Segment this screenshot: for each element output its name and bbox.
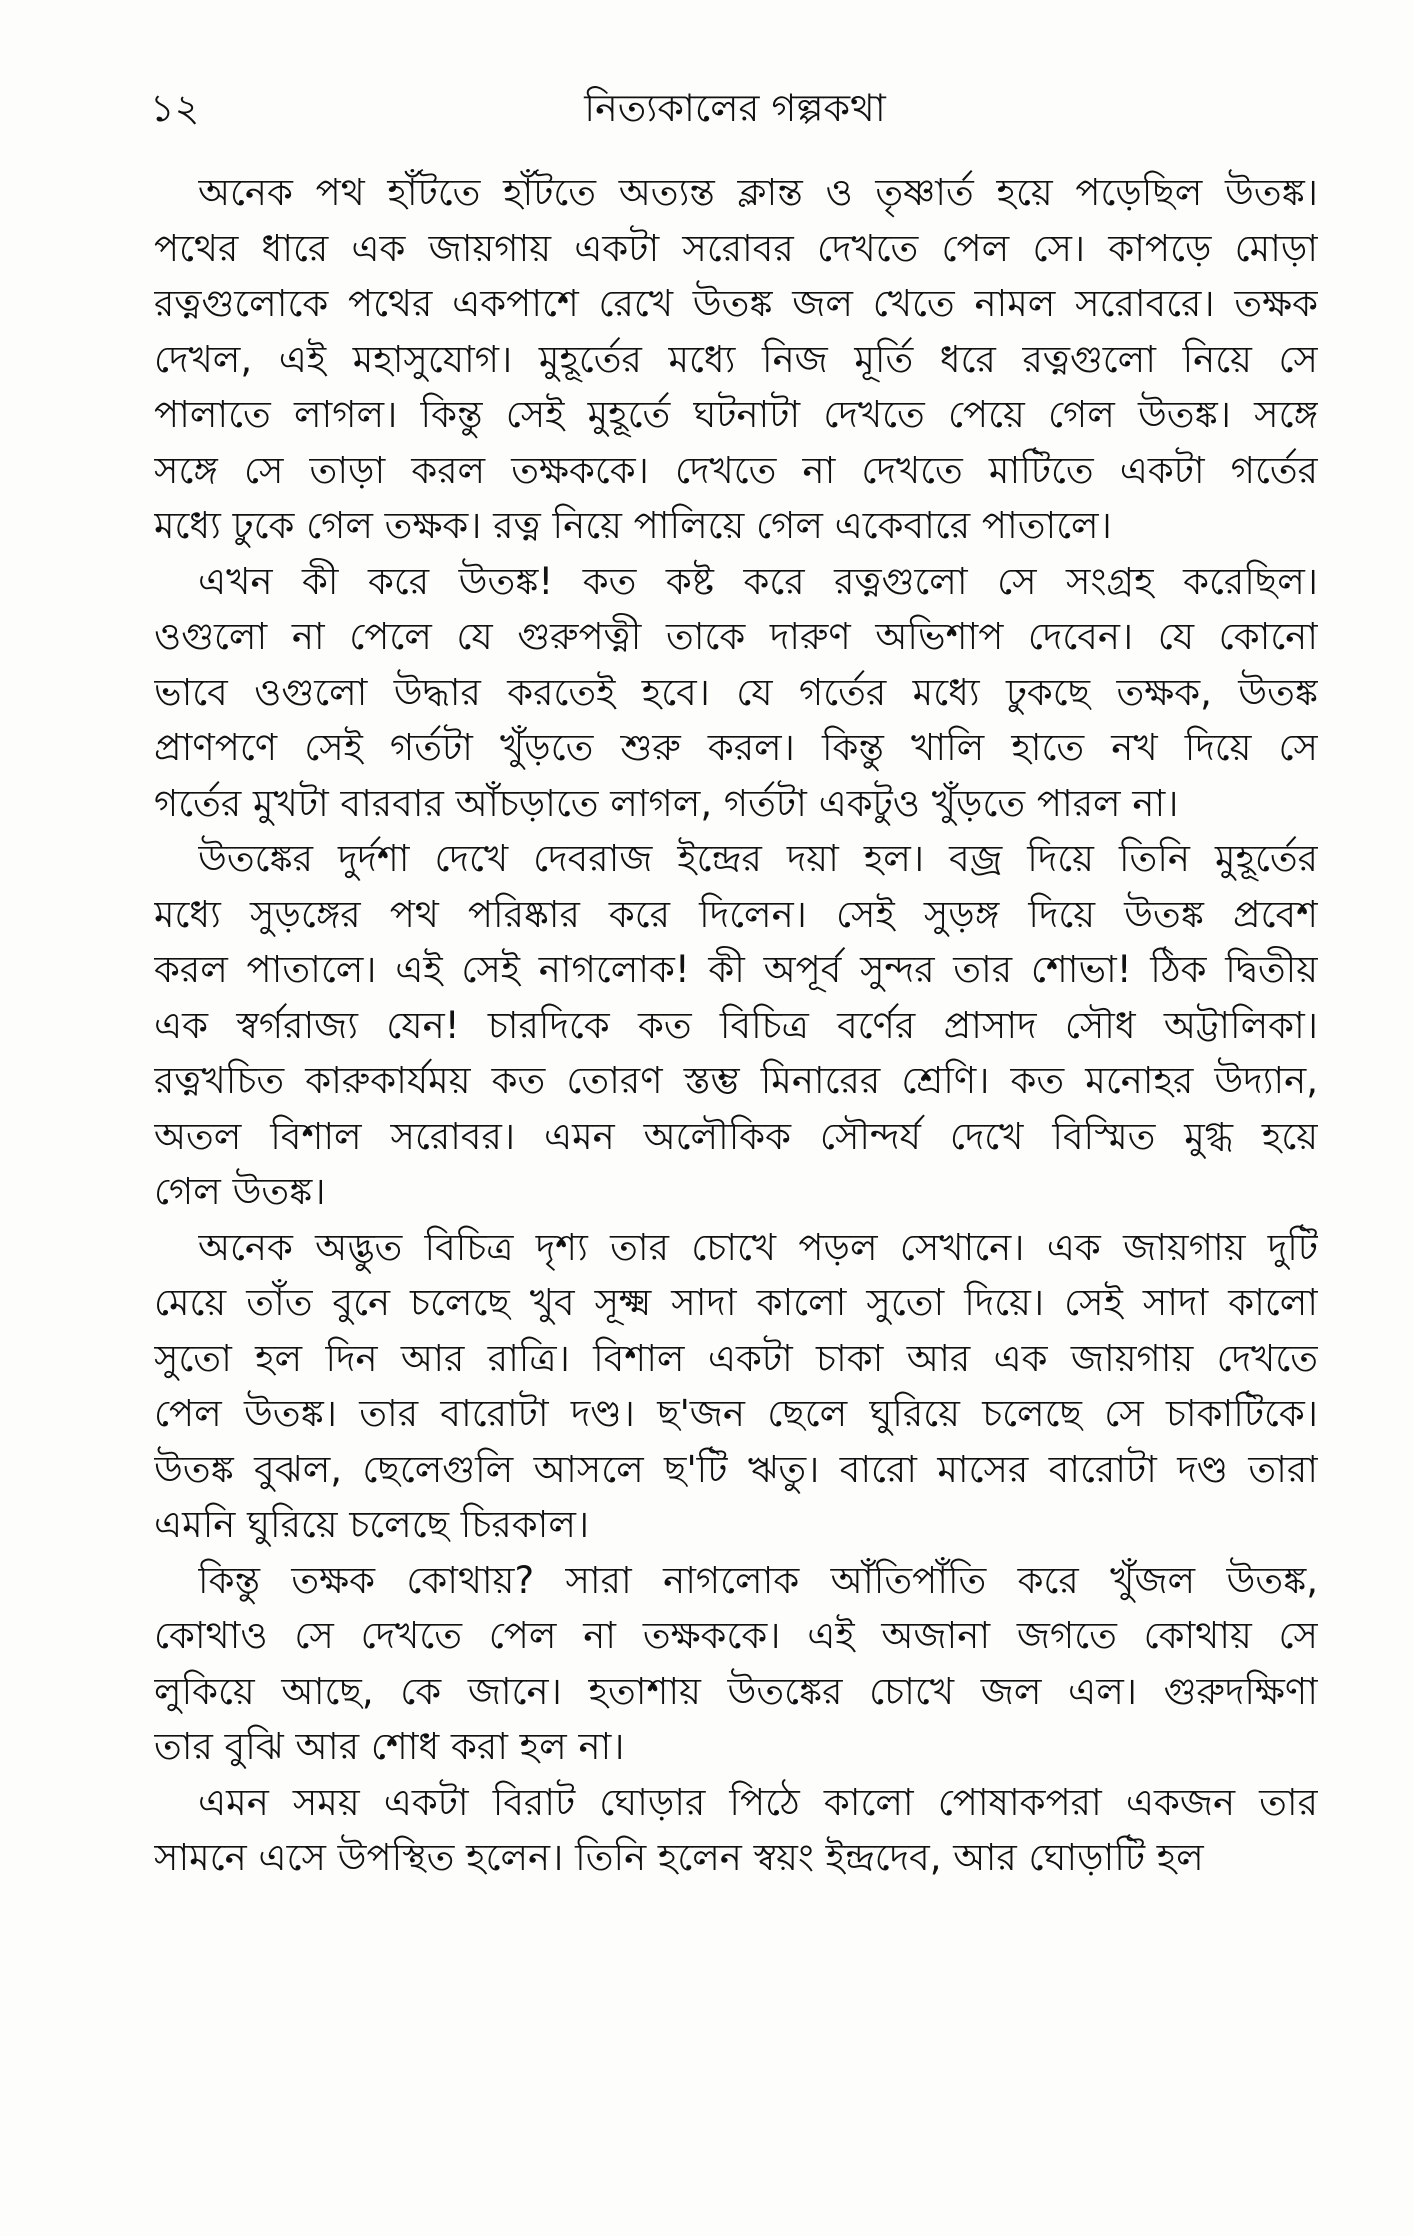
- text-line: পালাতে লাগল। কিন্তু সেই মুহূর্তে ঘটনাটা দেখতে পেয়ে গেল উতঙ্ক। সঙ্গে: [154, 393, 1318, 436]
- text-line: ওগুলো না পেলে যে গুরুপত্নী তাকে দারুণ অভিশাপ দেবেন। যে কোনো: [154, 615, 1318, 658]
- text-line: এমন সময় একটা বিরাট ঘোড়ার পিঠে কালো পোষাকপরা একজন তার: [198, 1780, 1318, 1824]
- text-line: গর্তের মুখটা বারবার আঁচড়াতে লাগল, গর্তটা একটুও খুঁড়তে পারল না।: [154, 781, 1179, 825]
- text-line: মধ্যে সুড়ঙ্গের পথ পরিষ্কার করে দিলেন। সেই সুড়ঙ্গ দিয়ে উতঙ্ক প্রবেশ: [154, 892, 1318, 936]
- text-line: এমনি ঘুরিয়ে চলেছে চিরকাল।: [154, 1503, 590, 1546]
- text-line: কোথাও সে দেখতে পেল না তক্ষককে। এই অজানা জগতে কোথায় সে: [154, 1614, 1318, 1657]
- text-line: এখন কী করে উতঙ্ক! কত কষ্ট করে রত্নগুলো সে সংগ্রহ করেছিল।: [198, 559, 1318, 603]
- text-line: এক স্বর্গরাজ্য যেন! চারদিকে কত বিচিত্র বর্ণের প্রাসাদ সৌধ অট্টালিকা।: [154, 1003, 1318, 1047]
- paragraph: [154, 831, 1318, 1220]
- paragraph: [154, 1775, 1318, 1886]
- text-line: সুতো হল দিন আর রাত্রি। বিশাল একটা চাকা আর এক জায়গায় দেখতে: [154, 1336, 1318, 1380]
- text-line: অনেক পথ হাঁটতে হাঁটতে অত্যন্ত ক্লান্ত ও তৃষ্ণার্ত হয়ে পড়েছিল উতঙ্ক।: [198, 171, 1318, 214]
- text-line: পেল উতঙ্ক। তার বারোটা দণ্ড। ছ'জন ছেলে ঘুরিয়ে চলেছে সে চাকাটিকে।: [154, 1392, 1318, 1435]
- text-line: গেল উতঙ্ক।: [154, 1170, 326, 1213]
- text-line: সঙ্গে সে তাড়া করল তক্ষককে। দেখতে না দেখতে মাটিতে একটা গর্তের: [154, 448, 1318, 492]
- text-line: অনেক অদ্ভুত বিচিত্র দৃশ্য তার চোখে পড়ল সেখানে। এক জায়গায় দুটি: [198, 1225, 1318, 1269]
- book-title: নিত্যকালের গল্পকথা: [584, 86, 886, 130]
- page-number: ১২: [150, 86, 200, 130]
- text-line: পথের ধারে এক জায়গায় একটা সরোবর দেখতে পেল সে। কাপড়ে মোড়া: [154, 226, 1318, 270]
- paragraph: [154, 554, 1318, 832]
- text-line: ভাবে ওগুলো উদ্ধার করতেই হবে। যে গর্তের মধ্যে ঢুকছে তক্ষক, উতঙ্ক: [154, 670, 1318, 714]
- text-line: উতঙ্ক বুঝল, ছেলেগুলি আসলে ছ'টি ঋতু। বারো মাসের বারোটা দণ্ড তারা: [154, 1447, 1318, 1491]
- text-line: রত্নখচিত কারুকার্যময় কত তোরণ স্তম্ভ মিনারের শ্রেণি। কত মনোহর উদ্যান,: [154, 1059, 1318, 1102]
- body-text: [154, 165, 1318, 1886]
- text-line: করল পাতালে। এই সেই নাগলোক! কী অপূর্ব সুন্দর তার শোভা! ঠিক দ্বিতীয়: [154, 948, 1318, 991]
- text-line: লুকিয়ে আছে, কে জানে। হতাশায় উতঙ্কের চোখে জল এল। গুরুদক্ষিণা: [154, 1669, 1318, 1713]
- text-line: মধ্যে ঢুকে গেল তক্ষক। রত্ন নিয়ে পালিয়ে গেল একেবারে পাতালে।: [154, 504, 1112, 547]
- running-header: [150, 78, 1320, 138]
- text-line: মেয়ে তাঁত বুনে চলেছে খুব সূক্ষ্ম সাদা কালো সুতো দিয়ে। সেই সাদা কালো: [154, 1281, 1318, 1324]
- text-line: প্রাণপণে সেই গর্তটা খুঁড়তে শুরু করল। কিন্তু খালি হাতে নখ দিয়ে সে: [154, 726, 1318, 769]
- text-line: তার বুঝি আর শোধ করা হল না।: [154, 1725, 625, 1768]
- text-line: রত্নগুলোকে পথের একপাশে রেখে উতঙ্ক জল খেতে নামল সরোবরে। তক্ষক: [154, 282, 1318, 325]
- paragraph: [154, 165, 1318, 554]
- paragraph: [154, 1553, 1318, 1775]
- paragraph: [154, 1220, 1318, 1553]
- text-line: দেখল, এই মহাসুযোগ। মুহূর্তের মধ্যে নিজ মূর্তি ধরে রত্নগুলো নিয়ে সে: [154, 337, 1318, 381]
- text-line: সামনে এসে উপস্থিত হলেন। তিনি হলেন স্বয়ং ইন্দ্রদেব, আর ঘোড়াটি হল: [154, 1836, 1204, 1879]
- text-line: অতল বিশাল সরোবর। এমন অলৌকিক সৌন্দর্য দেখে বিস্মিত মুগ্ধ হয়ে: [154, 1114, 1318, 1158]
- text-line: উতঙ্কের দুর্দশা দেখে দেবরাজ ইন্দ্রের দয়া হল। বজ্র দিয়ে তিনি মুহূর্তের: [198, 837, 1318, 880]
- text-line: কিন্তু তক্ষক কোথায়? সারা নাগলোক আঁতিপাঁতি করে খুঁজল উতঙ্ক,: [198, 1558, 1318, 1602]
